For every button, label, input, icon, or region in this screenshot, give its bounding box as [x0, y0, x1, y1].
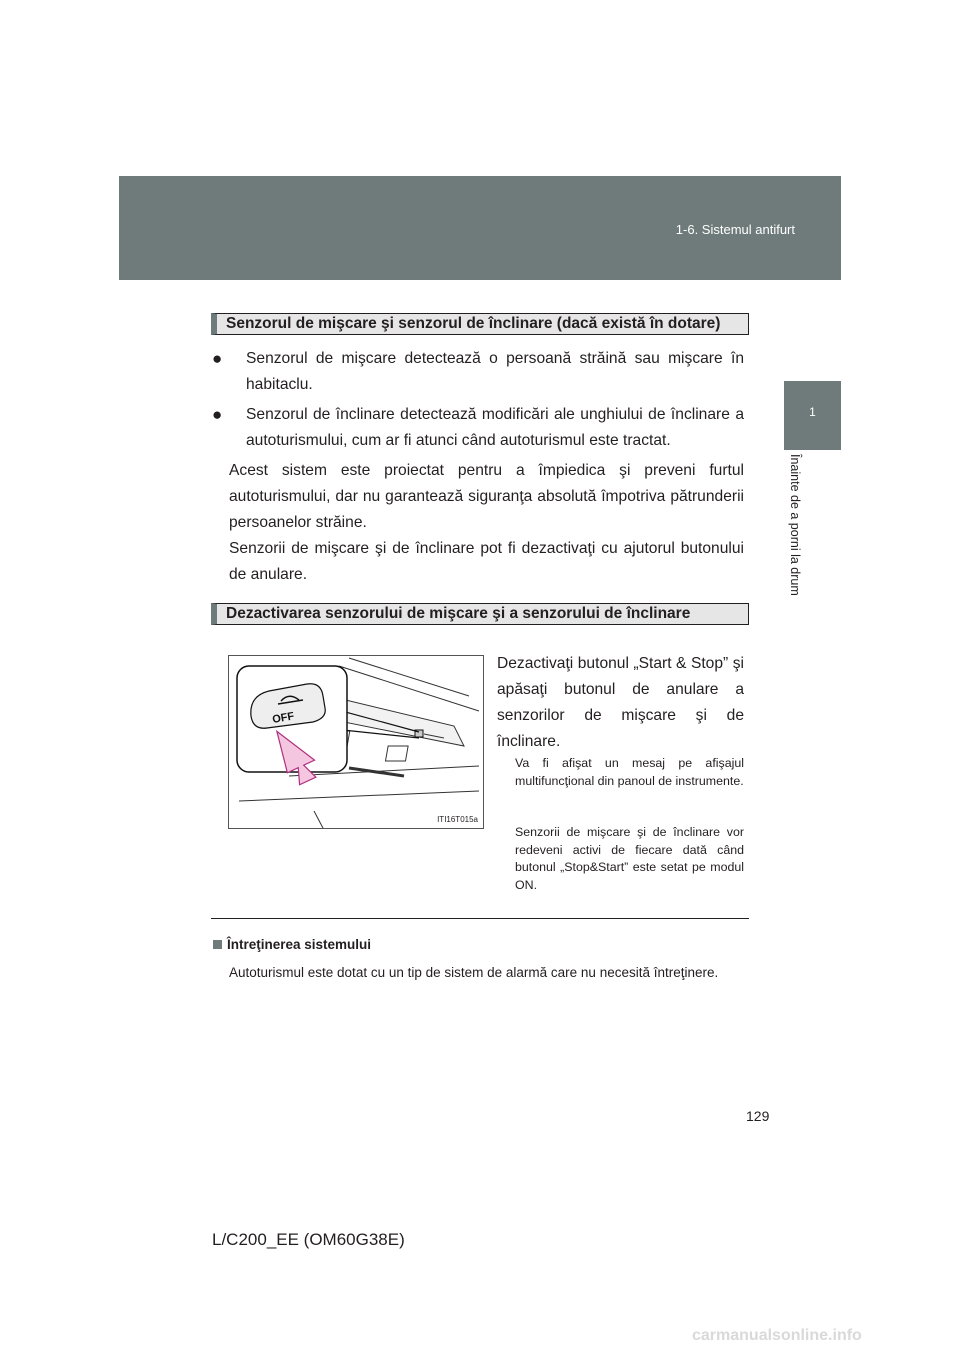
square-bullet-icon: [213, 940, 222, 949]
divider: [211, 918, 749, 919]
cancel-button-illustration: [228, 655, 484, 829]
overhead-console-drawing: [229, 656, 484, 829]
bullet-item: [212, 346, 744, 398]
bullet-icon: ●: [212, 405, 223, 424]
note-reactivate: Senzorii de mişcare şi de înclinare vor redeveni activi de fiecare dată când butonul „Stop&Start” este setat pe modul ON.: [515, 825, 744, 892]
maintenance-title-text: Întreţinerea sistemului: [227, 937, 372, 952]
chapter-number: 1: [809, 405, 816, 419]
bullet-text: Senzorul de înclinare detectează modificări ale unghiului de înclinare a autoturismului, cum ar fi atunci când autoturismul este tractat.: [246, 406, 744, 449]
figure-code: ITI16T015a: [437, 815, 478, 824]
watermark: carmanualsonline.info: [692, 1327, 862, 1344]
off-label: OFF: [271, 710, 296, 726]
step-instruction: Dezactivaţi butonul „Start & Stop” şi apăsaţi butonul de anulare a senzorilor de mişcare şi de înclinare.: [497, 655, 744, 750]
paragraph-cancel: Senzorii de mişcare şi de înclinare pot fi dezactivaţi cu ajutorul butonului de anulare.: [229, 540, 744, 583]
note-display: Va fi afişat un mesaj pe afişajul multifuncţional din panoul de instrumente.: [515, 756, 744, 788]
bullet-text: Senzorul de mişcare detectează o persoană străină sau mişcare în habitaclu.: [246, 350, 744, 393]
bullet-item: [212, 402, 744, 454]
chapter-title: Înainte de a porni la drum: [788, 454, 802, 596]
section-title-sensors: Senzorul de mişcare şi senzorul de înclinare (dacă există în dotare): [211, 313, 749, 335]
paragraph-system: Acest sistem este proiectat pentru a împiedica şi preveni furtul autoturismului, dar nu garantează siguranţa absolută împotriva pătrunderii persoanelor străine.: [229, 462, 744, 531]
maintenance-title: [213, 937, 371, 952]
maintenance-body: Autoturismul este dotat cu un tip de sistem de alarmă care nu necesită întreţinere.: [229, 965, 719, 980]
document-code: L/C200_EE (OM60G38E): [212, 1230, 405, 1249]
page-number: 129: [746, 1108, 770, 1124]
bullet-icon: ●: [212, 349, 223, 368]
chapter-tab: [784, 381, 841, 450]
section-heading: 1-6. Sistemul antifurt: [675, 222, 795, 237]
section-title-deactivate: Dezactivarea senzorului de mişcare şi a senzorului de înclinare: [211, 603, 749, 625]
header-band: [119, 176, 841, 280]
